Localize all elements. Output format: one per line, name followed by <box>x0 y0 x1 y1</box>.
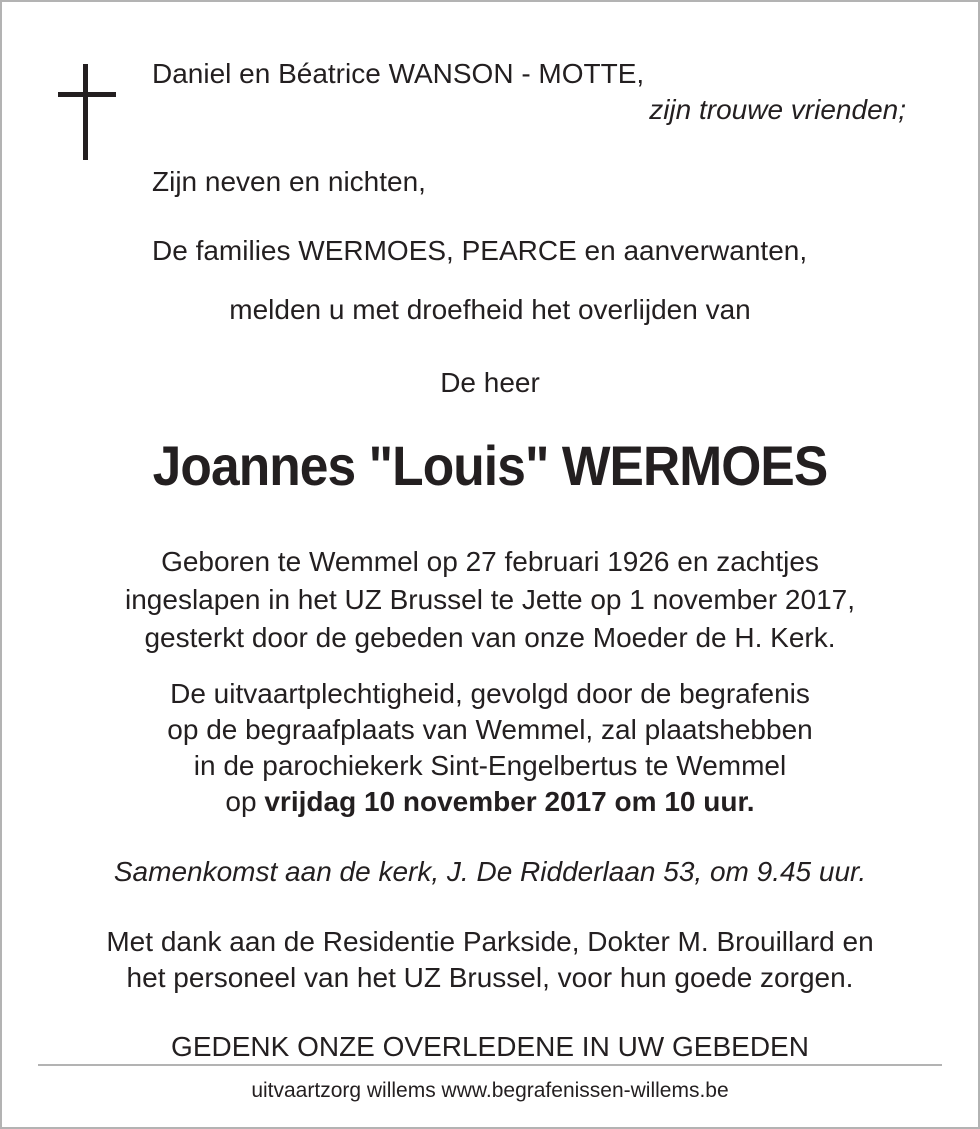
funeral-date-line <box>2 788 978 816</box>
cross-icon <box>58 64 116 160</box>
friends-names: Daniel en Béatrice WANSON - MOTTE, <box>152 58 645 89</box>
funeral-line-3: in de parochiekerk Sint-Engelbertus te Wemmel <box>193 750 787 781</box>
thanks-line-1: Met dank aan de Residentie Parkside, Dokter M. Brouillard en <box>106 926 874 957</box>
divider <box>38 1064 942 1066</box>
footer-line: uitvaartzorg willems www.begrafenissen-willems.be <box>251 1079 729 1102</box>
deceased-name: Joannes "Louis" WERMOES <box>152 434 828 497</box>
birth-line-2: ingeslapen in het UZ Brussel te Jette op 1 november 2017, <box>125 584 855 615</box>
nephews-line: Zijn neven en nichten, <box>152 166 426 197</box>
announce-line: melden u met droefheid het overlijden van <box>229 294 751 325</box>
funeral-line-2: op de begraafplaats van Wemmel, zal plaatshebben <box>167 714 813 745</box>
birth-line-1: Geboren te Wemmel op 27 februari 1926 en zachtjes <box>161 546 819 577</box>
gathering-line: Samenkomst aan de kerk, J. De Ridderlaan 53, om 9.45 uur. <box>113 856 867 887</box>
title-line: De heer <box>440 367 540 398</box>
families-line: De families WERMOES, PEARCE en aanverwanten, <box>152 235 808 266</box>
funeral-date: vrijdag 10 november 2017 om 10 uur. <box>264 786 755 817</box>
funeral-date-prefix: op <box>225 786 257 817</box>
thanks-line-2: het personeel van het UZ Brussel, voor hun goede zorgen. <box>126 962 854 993</box>
birth-line-3: gesterkt door de gebeden van onze Moeder de H. Kerk. <box>144 622 836 653</box>
funeral-line-1: De uitvaartplechtigheid, gevolgd door de begrafenis <box>170 678 810 709</box>
remember-line: GEDENK ONZE OVERLEDENE IN UW GEBEDEN <box>171 1031 809 1062</box>
friends-role: zijn trouwe vrienden; <box>649 94 906 125</box>
